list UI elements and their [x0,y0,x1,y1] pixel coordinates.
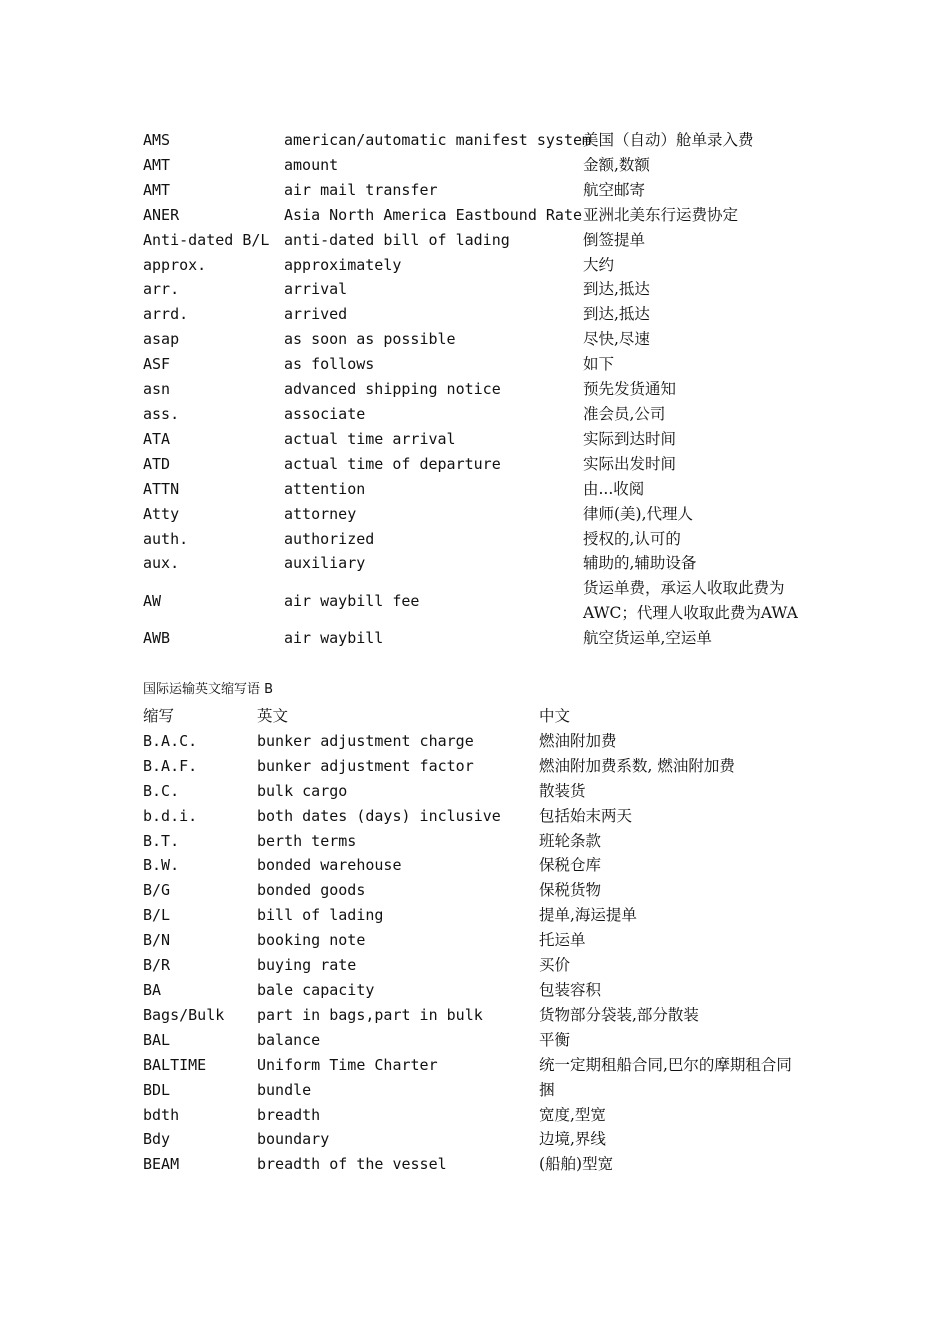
english-cell: actual time of departure [284,454,501,473]
chinese-cell: 包括始末两天 [539,806,633,825]
english-cell: associate [284,404,366,423]
abbr-cell: B/R [143,956,171,975]
abbr-cell: AW [143,591,162,610]
english-cell: part in bags,part in bulk [257,1005,483,1024]
table-row [143,1152,833,1177]
abbr-cell: BEAM [143,1155,180,1174]
english-cell: arrival [284,280,348,299]
english-cell: bonded warehouse [257,856,402,875]
table-row [143,1028,833,1053]
table-row [143,754,833,779]
chinese-cell: 辅助的,辅助设备 [583,554,697,573]
english-cell: Asia North America Eastbound Rate [284,205,583,224]
table-row [143,477,833,502]
english-cell: american/automatic manifest system [284,131,592,149]
english-cell: attention [284,479,366,498]
english-cell: buying rate [257,956,357,975]
abbr-cell: ATTN [143,479,180,498]
table-row [143,253,833,278]
english-cell: balance [257,1030,321,1049]
english-cell: Uniform Time Charter [257,1055,438,1074]
table-row [143,277,833,302]
chinese-cell: 到达,抵达 [583,305,650,324]
table-row [143,978,833,1003]
table-row [143,228,833,253]
english-cell: as follows [284,355,375,374]
abbr-cell: arr. [143,280,180,299]
chinese-cell: (船舶)型宽 [539,1155,614,1174]
chinese-cell: 燃油附加费 [539,731,617,750]
chinese-cell: 燃油附加费系数, 燃油附加费 [539,756,735,775]
abbr-cell: ATD [143,454,171,473]
english-cell: anti-dated bill of lading [284,230,510,249]
abbr-cell: ATA [143,429,171,448]
chinese-cell: 提单,海运提单 [539,906,637,925]
abbr-cell: B/G [143,881,171,900]
english-cell: authorized [284,529,375,548]
table-row [143,928,833,953]
chinese-cell: 宽度,型宽 [539,1105,606,1124]
english-cell: auxiliary [284,554,366,573]
table-row [143,1003,833,1028]
table-row [143,953,833,978]
chinese-cell: 统一定期租船合同,巴尔的摩期租合同 [539,1055,792,1074]
table-row [143,527,833,552]
abbr-cell: B.C. [143,781,180,800]
english-cell: booking note [257,931,366,950]
english-cell: air waybill [284,629,384,648]
chinese-cell: 倒签提单 [583,230,646,249]
table-row [143,1103,833,1128]
english-cell: both dates (days) inclusive [257,806,501,825]
chinese-cell: 买价 [539,956,571,975]
english-cell: breadth [257,1105,321,1124]
header-abbr: 缩写 [143,707,175,725]
header-chinese: 中文 [539,707,571,725]
table-row [143,203,833,228]
abbr-cell: BDL [143,1080,171,1099]
table-row [143,829,833,854]
chinese-cell: 亚洲北美东行运费协定 [583,205,739,224]
chinese-cell: 航空货运单,空运单 [583,629,712,648]
abbr-cell: asap [143,330,180,349]
chinese-cell: 准会员,公司 [583,404,666,423]
chinese-cell: 平衡 [539,1030,571,1049]
chinese-cell: 包装容积 [539,980,602,999]
abbr-cell: bdth [143,1105,180,1124]
english-cell: attorney [284,504,357,523]
chinese-cell: 预先发货通知 [583,380,677,399]
abbr-cell: B.A.C. [143,731,198,750]
chinese-cell: 律师(美),代理人 [583,504,694,523]
chinese-cell: 保税货物 [539,881,602,900]
abbreviation-table-b [143,704,833,1177]
english-cell: bonded goods [257,881,366,900]
chinese-cell: 授权的,认可的 [583,529,681,548]
table-row [143,402,833,427]
chinese-cell: 由...收阅 [583,479,645,498]
abbr-cell: B/N [143,931,171,950]
abbr-cell: ass. [143,404,180,423]
chinese-cell: 班轮条款 [539,831,602,850]
english-cell: air mail transfer [284,180,438,199]
table-row [143,178,833,203]
abbr-cell: B.T. [143,831,180,850]
abbr-cell: AMT [143,155,171,174]
abbr-cell: BALTIME [143,1055,207,1074]
english-cell: actual time arrival [284,429,456,448]
table-row [143,327,833,352]
abbr-cell: approx. [143,255,207,274]
table-row [143,128,833,153]
chinese-cell: 货物部分袋装,部分散装 [539,1005,699,1024]
table-row [143,1053,833,1078]
chinese-cell: 捆 [539,1080,555,1099]
table-header-row [143,704,833,729]
english-cell: amount [284,155,339,174]
abbr-cell: ANER [143,205,180,224]
abbr-cell: Bdy [143,1130,171,1149]
english-cell: bulk cargo [257,781,348,800]
english-cell: air waybill fee [284,591,420,610]
english-cell: approximately [284,255,402,274]
abbr-cell: arrd. [143,305,189,324]
header-english: 英文 [257,707,289,725]
chinese-cell: 边境,界线 [539,1130,606,1149]
table-row [143,352,833,377]
abbreviation-table-a [143,128,833,651]
table-row [143,1078,833,1103]
table-row [143,626,833,651]
chinese-cell: 尽快,尽速 [583,330,650,349]
chinese-cell: 散装货 [539,781,586,800]
abbr-cell: AMS [143,131,171,149]
table-row [143,551,833,576]
english-cell: bunker adjustment factor [257,756,474,775]
english-cell: bill of lading [257,906,384,925]
table-row [143,853,833,878]
english-cell: boundary [257,1130,330,1149]
table-row [143,878,833,903]
chinese-cell: 美国（自动）舱单录入费 [583,131,754,149]
english-cell: advanced shipping notice [284,380,501,399]
table-row [143,302,833,327]
chinese-cell: 托运单 [539,931,586,950]
table-row [143,452,833,477]
table-row [143,903,833,928]
abbr-cell: BAL [143,1030,171,1049]
abbr-cell: aux. [143,554,180,573]
table-row [143,153,833,178]
chinese-cell: 大约 [583,255,615,274]
abbr-cell: AWB [143,629,171,648]
abbr-cell: auth. [143,529,189,548]
english-cell: breadth of the vessel [257,1155,447,1174]
table-row [143,1127,833,1152]
table-row [143,729,833,754]
section-b-heading: 国际运输英文缩写语 B [143,682,274,697]
chinese-cell: 金额,数额 [583,155,650,174]
abbr-cell: Anti-dated B/L [143,230,270,249]
abbr-cell: B.W. [143,856,180,875]
abbr-cell: Atty [143,504,180,523]
chinese-cell: 实际到达时间 [583,429,677,448]
abbr-cell: BA [143,980,162,999]
table-row [143,427,833,452]
chinese-cell: 实际出发时间 [583,454,677,473]
english-cell: bundle [257,1080,312,1099]
chinese-cell: 航空邮寄 [583,180,646,199]
table-row [143,377,833,402]
table-row [143,804,833,829]
abbr-cell: b.d.i. [143,806,198,825]
table-row [143,779,833,804]
abbr-cell: B/L [143,906,171,925]
abbr-cell: ASF [143,355,171,374]
abbr-cell: B.A.F. [143,756,198,775]
english-cell: bale capacity [257,980,375,999]
abbr-cell: Bags/Bulk [143,1005,225,1024]
table-row [143,502,833,527]
abbr-cell: AMT [143,180,171,199]
english-cell: arrived [284,305,348,324]
chinese-cell: 如下 [583,355,615,374]
english-cell: berth terms [257,831,357,850]
chinese-cell: 保税仓库 [539,856,602,875]
chinese-cell: 到达,抵达 [583,280,650,299]
english-cell: as soon as possible [284,330,456,349]
chinese-cell: 货运单费，承运人收取此费为AWC；代理人收取此费为AWA [583,579,798,623]
abbr-cell: asn [143,380,171,399]
english-cell: bunker adjustment charge [257,731,474,750]
table-row [143,576,833,626]
